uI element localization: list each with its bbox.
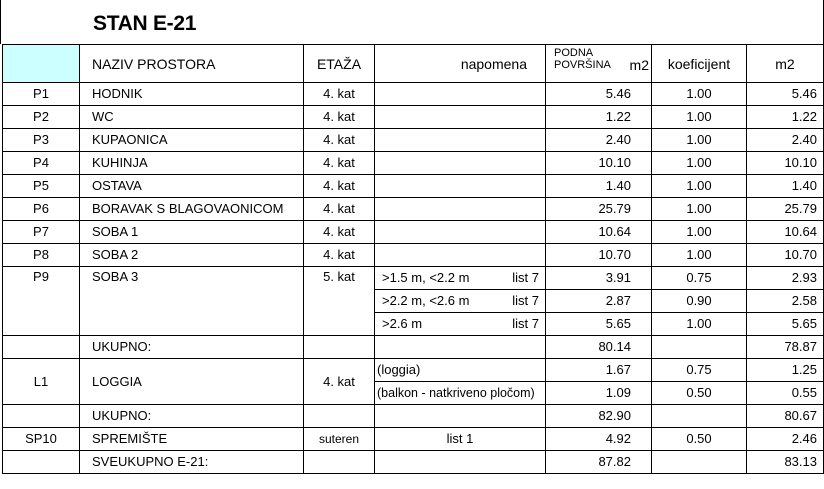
row-m2: 1.25 xyxy=(747,359,824,382)
note-ref: list 7 xyxy=(512,316,539,331)
total-row xyxy=(3,451,824,474)
row-floor: 4. kat xyxy=(304,198,375,221)
row-coefficient: 0.75 xyxy=(652,267,747,290)
row-area: 10.10 xyxy=(546,152,652,175)
row-note xyxy=(375,198,546,221)
row-coefficient: 0.50 xyxy=(652,428,747,451)
row-code: P9 xyxy=(3,267,80,336)
row-area: 25.79 xyxy=(546,198,652,221)
note-ref: list 7 xyxy=(512,270,539,285)
row-m2: 0.55 xyxy=(747,382,824,405)
row-name: WC xyxy=(80,106,304,129)
row-note xyxy=(375,221,546,244)
table-row xyxy=(3,428,824,451)
header-row xyxy=(3,45,824,83)
subtotal-m2: 78.87 xyxy=(747,336,824,359)
row-note xyxy=(375,129,546,152)
row-area: 1.67 xyxy=(546,359,652,382)
table-row xyxy=(3,221,824,244)
subtotal-label: UKUPNO: xyxy=(80,336,304,359)
row-floor: 4. kat xyxy=(304,83,375,106)
header-code-cell xyxy=(3,45,80,83)
row-coefficient: 1.00 xyxy=(652,175,747,198)
row-area: 2.40 xyxy=(546,129,652,152)
subtotal-row xyxy=(3,336,824,359)
row-area: 10.64 xyxy=(546,221,652,244)
row-code: P7 xyxy=(3,221,80,244)
table-row xyxy=(3,359,824,382)
row-note: (loggia) xyxy=(375,359,546,382)
row-name: LOGGIA xyxy=(80,359,304,405)
row-name: BORAVAK S BLAGOVAONICOM xyxy=(80,198,304,221)
row-area: 1.22 xyxy=(546,106,652,129)
row-note xyxy=(375,290,546,313)
row-coefficient: 1.00 xyxy=(652,313,747,336)
row-area: 3.91 xyxy=(546,267,652,290)
header-floor: ETAŽA xyxy=(304,45,375,83)
row-m2: 2.46 xyxy=(747,428,824,451)
row-area: 10.70 xyxy=(546,244,652,267)
header-coefficient: koeficijent xyxy=(652,45,747,83)
row-note xyxy=(375,313,546,336)
row-coefficient: 1.00 xyxy=(652,152,747,175)
row-name: HODNIK xyxy=(80,83,304,106)
total-area: 87.82 xyxy=(546,451,652,474)
row-m2: 2.93 xyxy=(747,267,824,290)
row-note: (balkon - natkriveno pločom) xyxy=(375,382,546,405)
row-code: P4 xyxy=(3,152,80,175)
row-floor: suteren xyxy=(304,428,375,451)
row-name: SOBA 2 xyxy=(80,244,304,267)
row-m2: 2.40 xyxy=(747,129,824,152)
table-row xyxy=(3,244,824,267)
header-m2: m2 xyxy=(747,45,824,83)
row-floor: 4. kat xyxy=(304,175,375,198)
row-note xyxy=(375,175,546,198)
row-m2: 10.70 xyxy=(747,244,824,267)
row-coefficient: 1.00 xyxy=(652,244,747,267)
header-area-label-1: PODNA xyxy=(554,47,594,59)
row-floor: 4. kat xyxy=(304,221,375,244)
row-note xyxy=(375,83,546,106)
table-row xyxy=(3,152,824,175)
subtotal-label: UKUPNO: xyxy=(80,405,304,428)
row-floor: 4. kat xyxy=(304,106,375,129)
row-note xyxy=(375,106,546,129)
row-code: P5 xyxy=(3,175,80,198)
row-area: 4.92 xyxy=(546,428,652,451)
row-coefficient: 1.00 xyxy=(652,221,747,244)
row-m2: 1.22 xyxy=(747,106,824,129)
row-coefficient: 0.75 xyxy=(652,359,747,382)
subtotal-area: 82.90 xyxy=(546,405,652,428)
row-floor: 5. kat xyxy=(304,267,375,336)
row-floor: 4. kat xyxy=(304,244,375,267)
row-m2: 10.64 xyxy=(747,221,824,244)
header-area-label-2: POVRŠINA xyxy=(554,59,611,71)
row-code: P2 xyxy=(3,106,80,129)
row-coefficient: 1.00 xyxy=(652,83,747,106)
row-m2: 5.65 xyxy=(747,313,824,336)
total-label: SVEUKUPNO E-21: xyxy=(80,451,304,474)
row-name: SPREMIŠTE xyxy=(80,428,304,451)
header-note: napomena xyxy=(375,45,546,83)
row-coefficient: 0.50 xyxy=(652,382,747,405)
row-note xyxy=(375,244,546,267)
row-m2: 10.10 xyxy=(747,152,824,175)
subtotal-m2: 80.67 xyxy=(747,405,824,428)
note-ref: list 7 xyxy=(512,293,539,308)
row-coefficient: 1.00 xyxy=(652,106,747,129)
table-row xyxy=(3,175,824,198)
page-title: STAN E-21 xyxy=(93,12,197,35)
table-row xyxy=(3,198,824,221)
row-name: OSTAVA xyxy=(80,175,304,198)
table-row xyxy=(3,106,824,129)
row-area: 5.46 xyxy=(546,83,652,106)
row-name: SOBA 3 xyxy=(80,267,304,336)
row-code: L1 xyxy=(3,359,80,405)
row-area: 1.40 xyxy=(546,175,652,198)
row-m2: 5.46 xyxy=(747,83,824,106)
subtotal-area: 80.14 xyxy=(546,336,652,359)
header-area xyxy=(546,45,652,83)
row-coefficient: 0.90 xyxy=(652,290,747,313)
subtotal-row xyxy=(3,405,824,428)
row-name: KUPAONICA xyxy=(80,129,304,152)
row-note xyxy=(375,267,546,290)
row-name: SOBA 1 xyxy=(80,221,304,244)
frame-left-edge xyxy=(0,0,1,44)
row-m2: 25.79 xyxy=(747,198,824,221)
row-code: P8 xyxy=(3,244,80,267)
row-note: list 1 xyxy=(375,428,546,451)
table-row xyxy=(3,83,824,106)
table-row xyxy=(3,267,824,290)
table-row xyxy=(3,129,824,152)
row-code: SP10 xyxy=(3,428,80,451)
header-name: NAZIV PROSTORA xyxy=(80,45,304,83)
note-text: >1.5 m, <2.2 m xyxy=(382,270,470,285)
row-floor: 4. kat xyxy=(304,152,375,175)
row-m2: 1.40 xyxy=(747,175,824,198)
row-area: 1.09 xyxy=(546,382,652,405)
row-floor: 4. kat xyxy=(304,359,375,405)
row-area: 5.65 xyxy=(546,313,652,336)
row-note xyxy=(375,152,546,175)
total-m2: 83.13 xyxy=(747,451,824,474)
row-area: 2.87 xyxy=(546,290,652,313)
row-m2: 2.58 xyxy=(747,290,824,313)
row-name: KUHINJA xyxy=(80,152,304,175)
note-text: >2.6 m xyxy=(382,316,423,331)
row-coefficient: 1.00 xyxy=(652,129,747,152)
note-text: >2.2 m, <2.6 m xyxy=(382,293,470,308)
row-code: P3 xyxy=(3,129,80,152)
header-area-unit: m2 xyxy=(629,57,649,73)
row-floor: 4. kat xyxy=(304,129,375,152)
area-table xyxy=(2,44,824,474)
row-code: P6 xyxy=(3,198,80,221)
row-coefficient: 1.00 xyxy=(652,198,747,221)
row-code: P1 xyxy=(3,83,80,106)
